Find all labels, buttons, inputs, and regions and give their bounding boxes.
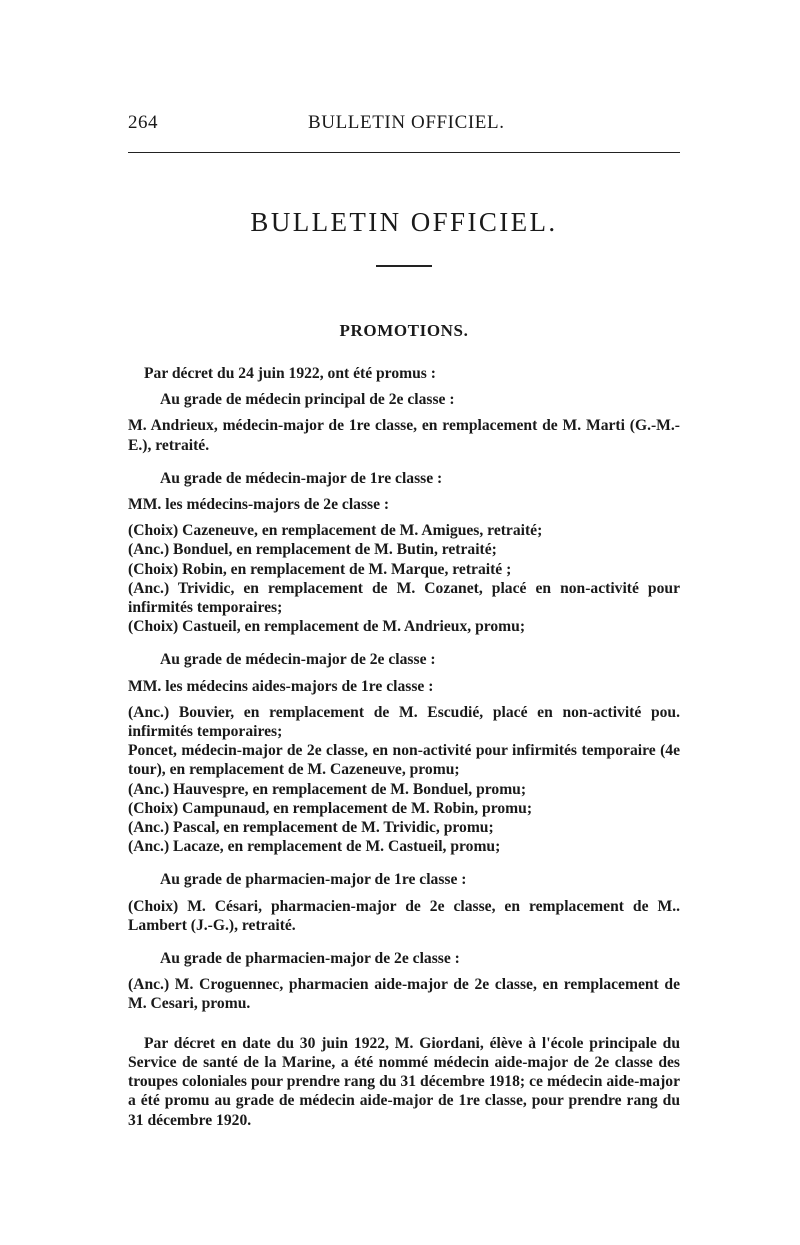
header-rule bbox=[128, 152, 680, 153]
paragraph-promotion: (Choix) Robin, en remplacement de M. Marque, retraité ; bbox=[128, 560, 512, 578]
paragraph-promotion: (Anc.) Lacaze, en remplacement de M. Castueil, promu; bbox=[128, 838, 501, 856]
paragraph-promotion: (Choix) Cazeneuve, en remplacement de M. Amigues, retraité; bbox=[128, 522, 543, 540]
paragraph-promotion: (Choix) Castueil, en remplacement de M. Andrieux, promu; bbox=[128, 618, 526, 636]
paragraph-grade-heading: Au grade de pharmacien-major de 2e classe : bbox=[160, 950, 460, 968]
page-number: 264 bbox=[128, 112, 158, 133]
paragraph-group-heading: MM. les médecins aides-majors de 1re classe : bbox=[128, 677, 434, 695]
main-title: BULLETIN OFFICIEL. bbox=[250, 207, 558, 237]
paragraph-promotion: (Anc.) Bouvier, en remplacement de M. Escudié, placé en non-activité pou. infirmités temporaires; bbox=[128, 703, 680, 741]
paragraph-promotion: (Anc.) Bonduel, en remplacement de M. Butin, retraité; bbox=[128, 541, 497, 559]
paragraph-decree: Par décret en date du 30 juin 1922, M. Giordani, élève à l'école principale du Service de santé de la Marine, a été nommé médecin aide-major de 2e classe des troupes coloniales pour prendre rang du 31 décembre 1918; ce médecin aide-major a été promu au grade de médecin aide-major de 1re classe, pour prendre rang du 31 décembre 1920. bbox=[128, 1034, 680, 1129]
paragraph-promotion: (Anc.) Hauvespre, en remplacement de M. Bonduel, promu; bbox=[128, 780, 527, 798]
paragraph-grade-heading: Au grade de médecin principal de 2e classe : bbox=[160, 391, 455, 409]
paragraph-decree-intro: Par décret du 24 juin 1922, ont été promus : bbox=[144, 365, 436, 382]
paragraph-promotion: (Anc.) M. Croguennec, pharmacien aide-major de 2e classe, en remplacement de M. Cesari, promu. bbox=[128, 976, 680, 1013]
title-ornament-rule bbox=[376, 265, 432, 267]
paragraph-promotion: (Anc.) Trividic, en remplacement de M. Cozanet, placé en non-activité pour infirmités temporaires; bbox=[128, 579, 680, 617]
running-title: BULLETIN OFFICIEL. bbox=[308, 112, 505, 133]
paragraph-grade-heading: Au grade de médecin-major de 2e classe : bbox=[160, 651, 436, 669]
paragraph-group-heading: MM. les médecins-majors de 2e classe : bbox=[128, 496, 390, 514]
paragraph-grade-heading: Au grade de médecin-major de 1re classe : bbox=[160, 469, 443, 487]
paragraph-promotion: (Choix) M. Césari, pharmacien-major de 2e classe, en remplacement de M.. Lambert (J.-G.), retraité. bbox=[128, 897, 680, 934]
running-head bbox=[128, 112, 680, 138]
paragraph-grade-heading: Au grade de pharmacien-major de 1re classe : bbox=[160, 871, 467, 889]
body-text bbox=[128, 364, 680, 1130]
paragraph-promotion: (Anc.) Pascal, en remplacement de M. Trividic, promu; bbox=[128, 819, 494, 837]
paragraph-promotion: Poncet, médecin-major de 2e classe, en non-activité pour infirmités temporaire (4e tour), en remplacement de M. Cazeneuve, promu; bbox=[128, 742, 680, 779]
paragraph-promotion: M. Andrieux, médecin-major de 1re classe, en remplacement de M. Marti (G.-M.-E.), retraité. bbox=[128, 417, 680, 454]
section-title: PROMOTIONS. bbox=[339, 321, 469, 340]
paragraph-promotion: (Choix) Campunaud, en remplacement de M. Robin, promu; bbox=[128, 799, 533, 817]
